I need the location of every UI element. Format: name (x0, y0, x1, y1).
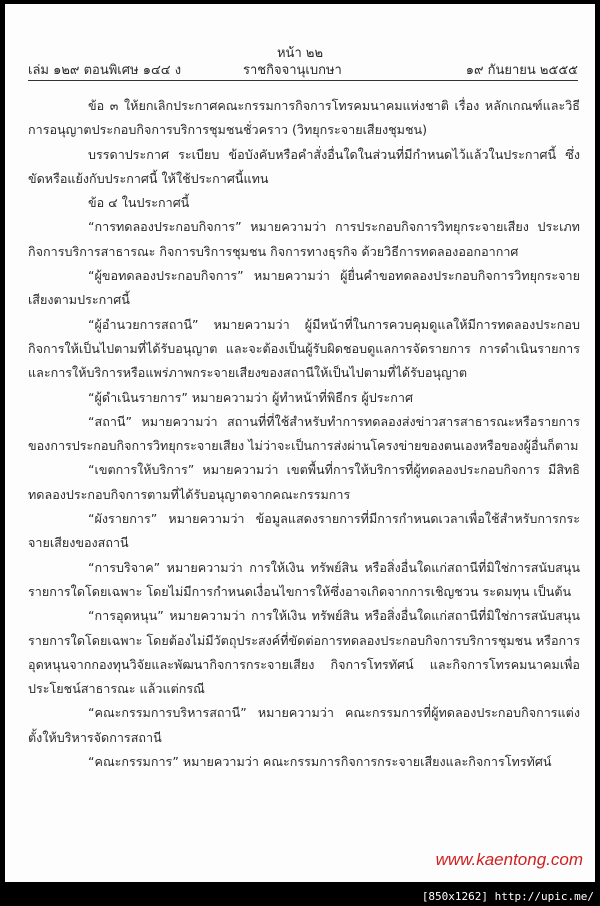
paragraph: บรรดาประกาศ ระเบียบ ข้อบังคับหรือคำสั่งอื่นใดในส่วนที่มีกำหนดไว้แล้วในประกาศนี้ ซึ่งขัดหรือแย้งกับประกาศนี้ ให้ใช้ประกาศนี้แทน (28, 146, 580, 186)
paragraph: “ผู้อำนวยการสถานี” หมายความว่า ผู้มีหน้าที่ในการควบคุมดูแลให้มีการทดลองประกอบกิจการให้เป็นไปตามที่ได้รับอนุญาต และจะต้องเป็นผู้รับผิดชอบดูแลการจัดรายการ การดำเนินรายการ และการให้บริการหรือแพร่ภาพกระจายเสียงของสถานีให้เป็นไปตามที่ได้รับอนุญาต (28, 316, 580, 381)
paragraph: “สถานี” หมายความว่า สถานที่ที่ใช้สำหรับทำการทดลองส่งข่าวสารสาธารณะหรือรายการของการประกอบกิจการวิทยุกระจายเสียง ไม่ว่าจะเป็นการส่งผ่านโครงข่ายของตนเองหรือของผู้อื่นก็ตาม (28, 413, 580, 454)
paragraph: “ผู้ขอทดลองประกอบกิจการ” หมายความว่า ผู้ยื่นคำขอทดลองประกอบกิจการวิทยุกระจายเสียงตามประกาศนี้ (28, 268, 580, 308)
paragraph: “คณะกรรมการ” หมายความว่า คณะกรรมการกิจการกระจายเสียงและกิจการโทรทัศน์ (88, 754, 552, 770)
header-rule (28, 80, 578, 81)
document-page (5, 4, 595, 882)
publication-name: ราชกิจจานุเบกษา (243, 63, 342, 78)
paragraph: “ผู้ดำเนินรายการ” หมายความว่า ผู้ทำหน้าที่พิธีกร ผู้ประกาศ (88, 389, 413, 405)
paragraph: “เขตการให้บริการ” หมายความว่า เขตพื้นที่การให้บริการที่ผู้ทดลองประกอบกิจการ มีสิทธิทดลองประกอบกิจการตามที่ได้รับอนุญาตจากคณะกรรมการ (28, 462, 580, 502)
image-host-caption: [850x1262] http://upic.me/ (421, 890, 594, 903)
document-body (28, 94, 580, 774)
paragraph: “การบริจาค” หมายความว่า การให้เงิน ทรัพย์สิน หรือสิ่งอื่นใดแก่สถานีที่มิใช่การสนับสนุนรายการใดโดยเฉพาะ โดยไม่มีการกำหนดเงื่อนไขการให้ซึ่งอาจเกิดจากการเชิญชวน ระดมทุน เป็นต้น (28, 559, 580, 599)
paragraph: ข้อ ๔ ในประกาศนี้ (88, 195, 190, 211)
paragraph: “คณะกรรมการบริหารสถานี” หมายความว่า คณะกรรมการที่ผู้ทดลองประกอบกิจการแต่งตั้งให้บริหารจัดการสถานี (28, 705, 580, 745)
paragraph: ข้อ ๓ ให้ยกเลิกประกาศคณะกรรมการกิจการโทรคมนาคมแห่งชาติ เรื่อง หลักเกณฑ์และวิธีการอนุญาตประกอบกิจการบริการชุมชนชั่วคราว (วิทยุกระจายเสียงชุมชน) (28, 98, 580, 138)
paragraph: “การทดลองประกอบกิจการ” หมายความว่า การประกอบกิจการวิทยุกระจายเสียง ประเภทกิจการบริการสาธารณะ กิจการบริการชุมชน กิจการทางธุรกิจ ด้วยวิธีการทดลองออกอากาศ (28, 219, 580, 259)
site-watermark: www.kaentong.com (435, 850, 583, 869)
paragraph: “การอุดหนุน” หมายความว่า การให้เงิน ทรัพย์สิน หรือสิ่งอื่นใดแก่สถานีที่มิใช่การสนับสนุนรายการใดโดยเฉพาะ โดยต้องไม่มีวัตถุประสงค์ที่ขัดต่อการทดลองประกอบกิจการบริการชุมชน หรือการอุดหนุนจากกองทุนวิจัยและพัฒนากิจการกระจายเสียง กิจการโทรทัศน์ และกิจการโทรคมนาคมเพื่อประโยชน์สาธารณะ แล้วแต่กรณี (28, 608, 580, 697)
publication-date: ๑๙ กันยายน ๒๕๕๕ (465, 63, 578, 78)
gazette-header (28, 59, 578, 79)
page-number: หน้า ๒๒ (276, 46, 324, 61)
volume-info: เล่ม ๑๒๙ ตอนพิเศษ ๑๔๔ ง (28, 63, 182, 78)
paragraph: “ผังรายการ” หมายความว่า ข้อมูลแสดงรายการที่มีการกำหนดเวลาเพื่อใช้สำหรับการกระจายเสียงของสถานี (28, 511, 580, 551)
